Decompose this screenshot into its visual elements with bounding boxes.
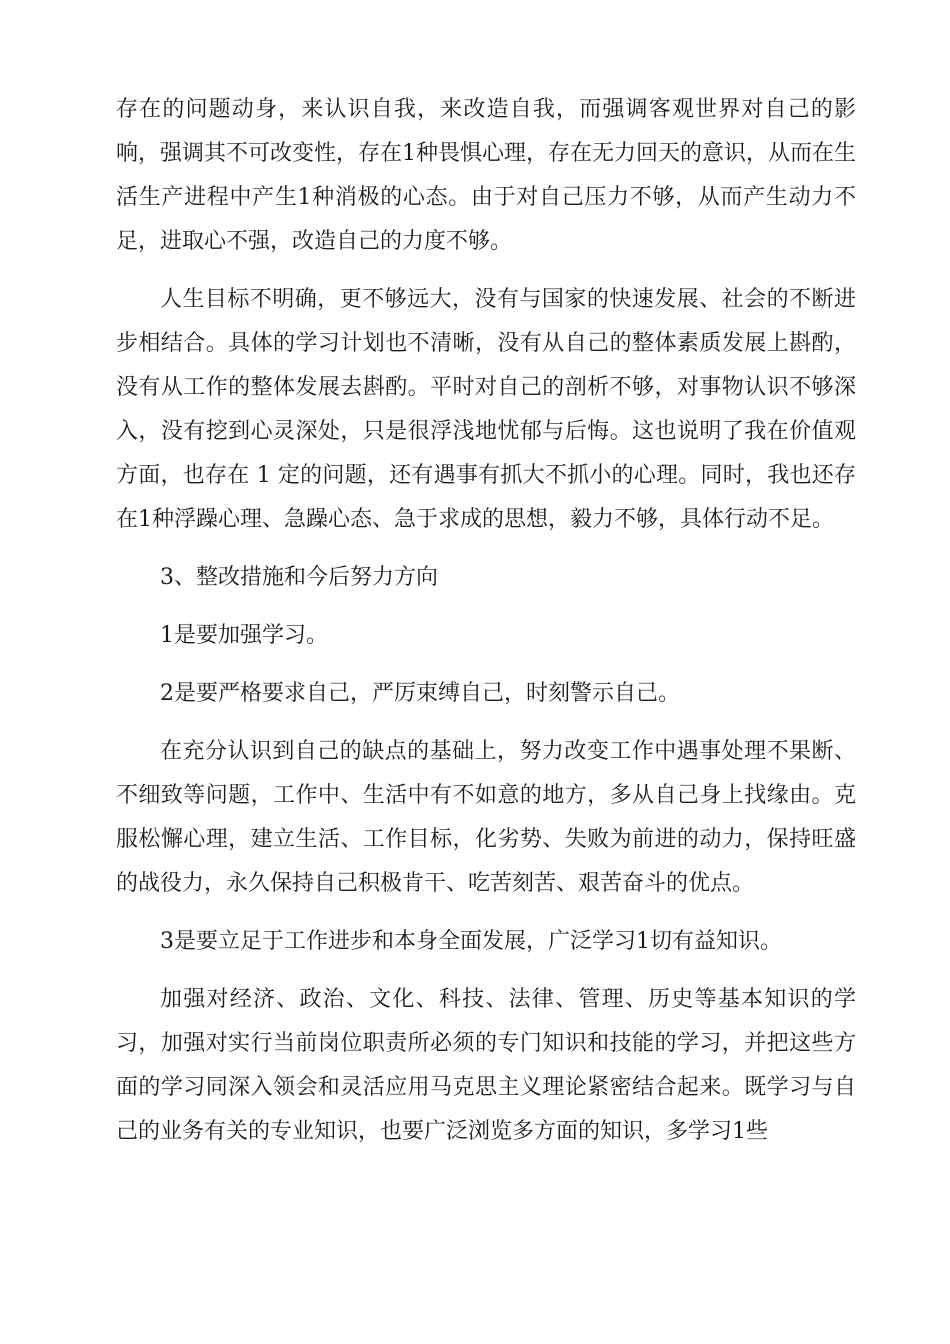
paragraph-1: 存在的问题动身，来认识自我，来改造自我，而强调客观世界对自己的影响，强调其不可改变性，存在1种畏惧心理，存在无力回天的意识，从而在生活生产进程中产生1种消极的心态。由于对自己压力不够，从而产生动力不足，进取心不强，改造自己的力度不够。 (116, 97, 856, 254)
document-body (116, 88, 856, 1168)
paragraph-4: 加强对经济、政治、文化、科技、法律、管理、历史等基本知识的学习，加强对实行当前岗位职责所必须的专门知识和技能的学习，并把这些方面的学习同深入领会和灵活应用马克思主义理论紧密结合起来。既学习与自己的业务有关的专业知识，也要广泛浏览多方面的知识，多学习1些 (116, 987, 856, 1144)
paragraph-2: 人生目标不明确，更不够远大，没有与国家的快速发展、社会的不断进步相结合。具体的学习计划也不清晰，没有从自己的整体素质发展上斟酌，没有从工作的整体发展去斟酌。平时对自己的剖析不够，对事物认识不够深入，没有挖到心灵深处，只是很浮浅地忧郁与后悔。这也说明了我在价值观方面，也存在 1 定的问题，还有遇事有抓大不抓小的心理。同时，我也还存在1种浮躁心理、急躁心态、急于求成的思想，毅力不够，具体行动不足。 (116, 287, 856, 532)
section-heading: 3、整改措施和今后努力方向 (160, 565, 438, 590)
paragraph-item-2: 2是要严格要求自己，严厉束缚自己，时刻警示自己。 (160, 681, 680, 706)
paragraph-3: 在充分认识到自己的缺点的基础上，努力改变工作中遇事处理不果断、不细致等问题，工作中、生活中有不如意的地方，多从自己身上找缘由。克服松懈心理，建立生活、工作目标，化劣势、失败为前进的动力，保持旺盛的战役力，永久保持自己积极肯干、吃苦刻苦、艰苦奋斗的优点。 (116, 739, 856, 896)
paragraph-item-3: 3是要立足于工作进步和本身全面发展，广泛学习1切有益知识。 (160, 929, 782, 954)
paragraph-item-1: 1是要加强学习。 (160, 623, 328, 648)
